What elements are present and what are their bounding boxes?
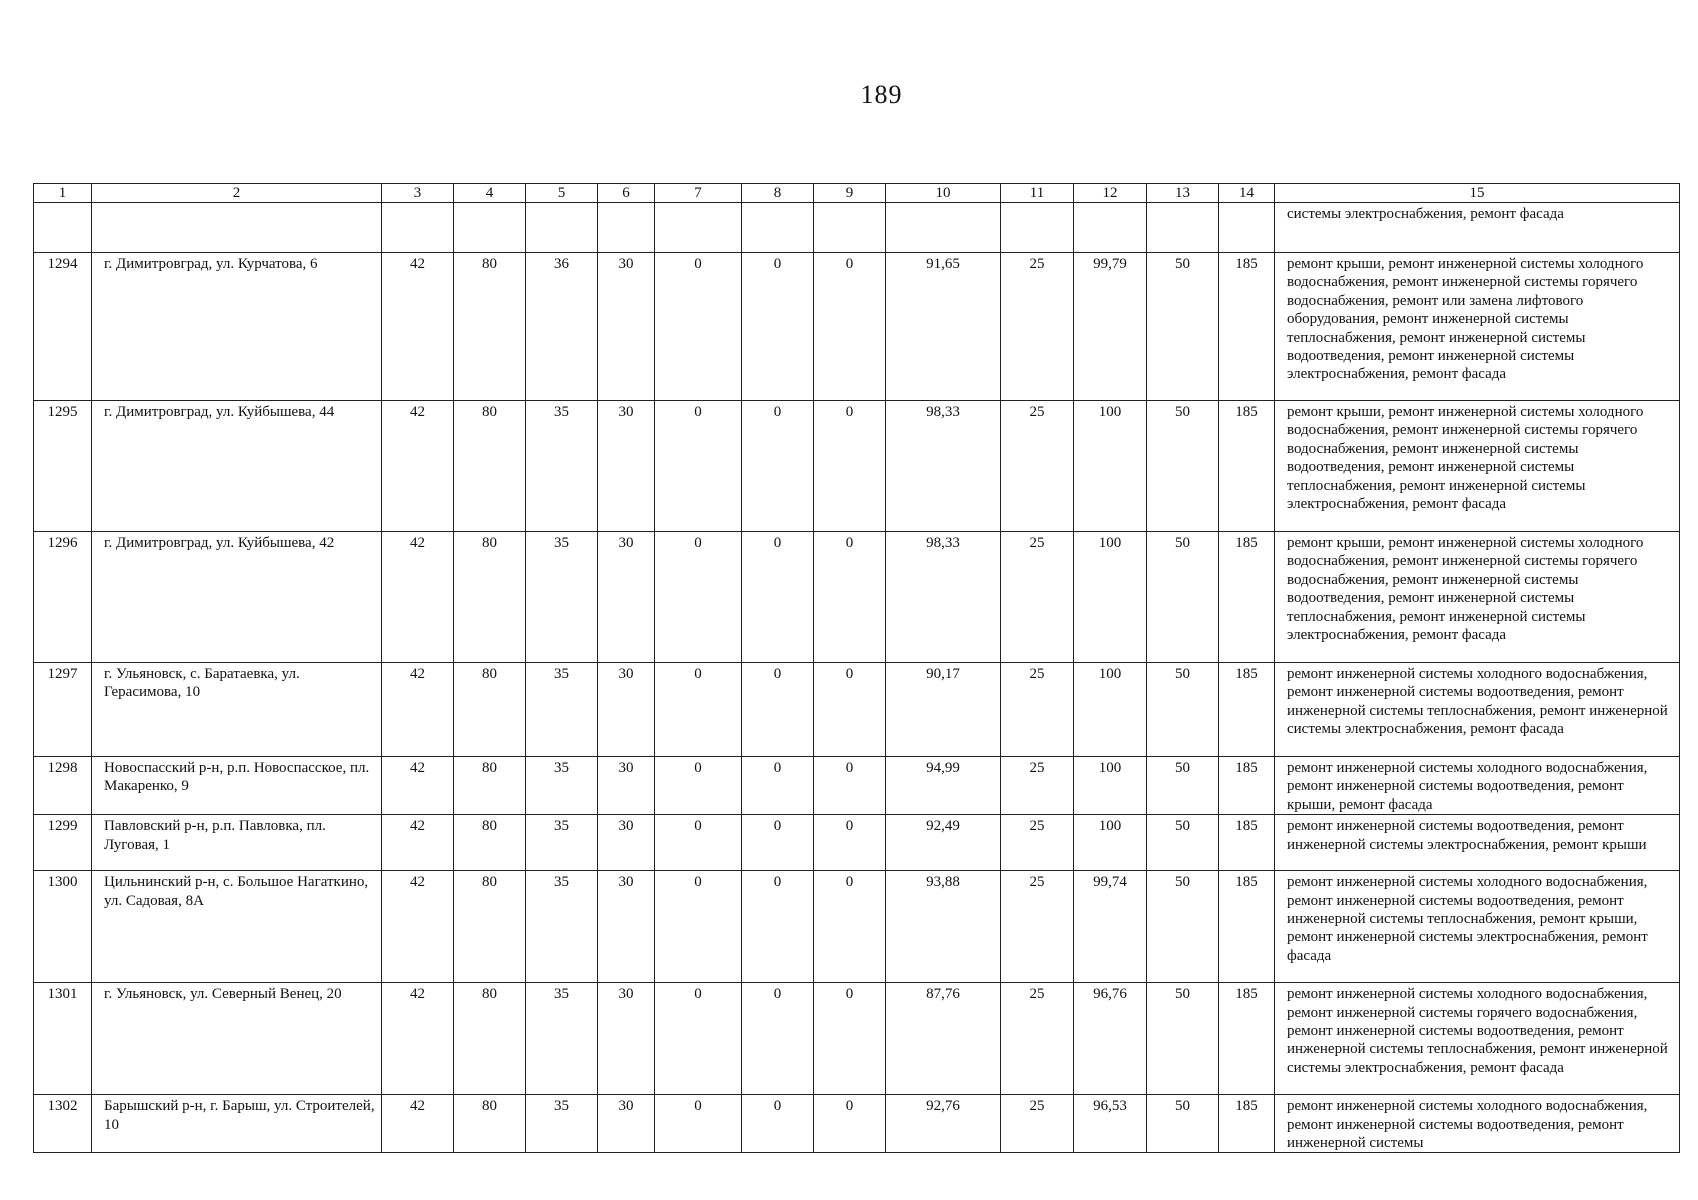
value-cell: 30: [598, 871, 655, 983]
value-cell: 25: [1001, 253, 1074, 401]
column-number: 1: [34, 184, 92, 203]
value-cell: 0: [655, 1095, 742, 1153]
value-cell: 0: [814, 401, 886, 532]
table-row: [34, 253, 1680, 401]
works-cell: ремонт инженерной системы холодного водоснабжения, ремонт инженерной системы водоотведения, ремонт инженерной системы теплоснабжения, ремонт крыши, ремонт инженерной системы электроснабжения, ремонт фасада: [1275, 871, 1680, 983]
column-number: 7: [655, 184, 742, 203]
column-number: 9: [814, 184, 886, 203]
table-row: [34, 663, 1680, 757]
address-cell: г. Ульяновск, с. Баратаевка, ул. Герасимова, 10: [92, 663, 382, 757]
value-cell: 0: [742, 1095, 814, 1153]
value-cell: 25: [1001, 983, 1074, 1095]
table-row: [34, 983, 1680, 1095]
value-cell: 0: [814, 871, 886, 983]
value-cell: 91,65: [886, 253, 1001, 401]
value-cell: 0: [814, 815, 886, 871]
value-cell: 35: [526, 532, 598, 663]
address-cell: Цильнинский р-н, с. Большое Нагаткино, ул. Садовая, 8А: [92, 871, 382, 983]
value-cell: 100: [1074, 757, 1147, 815]
value-cell: 0: [655, 253, 742, 401]
address-cell: Барышский р-н, г. Барыш, ул. Строителей, 10: [92, 1095, 382, 1153]
value-cell: 0: [655, 815, 742, 871]
table-row: [34, 871, 1680, 983]
value-cell: 35: [526, 815, 598, 871]
value-cell: 185: [1219, 663, 1275, 757]
row-number: 1297: [34, 663, 92, 757]
value-cell: 80: [454, 871, 526, 983]
value-cell: 100: [1074, 401, 1147, 532]
column-number-row: [34, 184, 1680, 203]
value-cell: 80: [454, 253, 526, 401]
value-cell: 185: [1219, 983, 1275, 1095]
row-number: 1299: [34, 815, 92, 871]
value-cell: 185: [1219, 253, 1275, 401]
value-cell: 50: [1147, 815, 1219, 871]
value-cell: 42: [382, 983, 454, 1095]
value-cell: 96,76: [1074, 983, 1147, 1095]
works-cell: ремонт крыши, ремонт инженерной системы холодного водоснабжения, ремонт инженерной системы горячего водоснабжения, ремонт инженерной системы водоотведения, ремонт инженерной системы теплоснабжения, ремонт инженерной системы электроснабжения, ремонт фасада: [1275, 401, 1680, 532]
table-row: [34, 1095, 1680, 1153]
value-cell: 42: [382, 401, 454, 532]
value-cell: 0: [655, 663, 742, 757]
value-cell: 25: [1001, 401, 1074, 532]
value-cell: 100: [1074, 815, 1147, 871]
value-cell: 36: [526, 253, 598, 401]
value-cell: 80: [454, 983, 526, 1095]
value-cell: 0: [742, 983, 814, 1095]
value-cell: 35: [526, 1095, 598, 1153]
continuation-row: [34, 203, 1680, 253]
value-cell: 25: [1001, 757, 1074, 815]
column-number: 5: [526, 184, 598, 203]
value-cell: 98,33: [886, 532, 1001, 663]
table-row: [34, 401, 1680, 532]
row-number: 1302: [34, 1095, 92, 1153]
value-cell: 0: [742, 757, 814, 815]
value-cell: 50: [1147, 253, 1219, 401]
value-cell: 80: [454, 401, 526, 532]
works-cell: ремонт инженерной системы водоотведения, ремонт инженерной системы электроснабжения, ремонт крыши: [1275, 815, 1680, 871]
value-cell: 50: [1147, 983, 1219, 1095]
value-cell: 35: [526, 663, 598, 757]
value-cell: 30: [598, 663, 655, 757]
works-cell: системы электроснабжения, ремонт фасада: [1275, 203, 1680, 253]
value-cell: 30: [598, 253, 655, 401]
value-cell: 0: [814, 253, 886, 401]
value-cell: 0: [655, 871, 742, 983]
value-cell: 35: [526, 401, 598, 532]
column-number: 13: [1147, 184, 1219, 203]
value-cell: 50: [1147, 1095, 1219, 1153]
value-cell: 50: [1147, 532, 1219, 663]
column-number: 3: [382, 184, 454, 203]
value-cell: 42: [382, 663, 454, 757]
value-cell: 0: [814, 663, 886, 757]
value-cell: 0: [814, 532, 886, 663]
value-cell: 93,88: [886, 871, 1001, 983]
value-cell: 80: [454, 1095, 526, 1153]
works-cell: ремонт крыши, ремонт инженерной системы холодного водоснабжения, ремонт инженерной системы горячего водоснабжения, ремонт инженерной системы водоотведения, ремонт инженерной системы теплоснабжения, ремонт инженерной системы электроснабжения, ремонт фасада: [1275, 532, 1680, 663]
value-cell: 25: [1001, 532, 1074, 663]
value-cell: 0: [655, 757, 742, 815]
value-cell: 0: [742, 663, 814, 757]
value-cell: 0: [655, 401, 742, 532]
value-cell: 92,76: [886, 1095, 1001, 1153]
address-cell: Павловский р-н, р.п. Павловка, пл. Луговая, 1: [92, 815, 382, 871]
value-cell: 42: [382, 1095, 454, 1153]
address-cell: г. Ульяновск, ул. Северный Венец, 20: [92, 983, 382, 1095]
value-cell: 30: [598, 757, 655, 815]
value-cell: 80: [454, 757, 526, 815]
column-number: 8: [742, 184, 814, 203]
column-number: 2: [92, 184, 382, 203]
value-cell: 0: [742, 253, 814, 401]
works-cell: ремонт инженерной системы холодного водоснабжения, ремонт инженерной системы водоотведения, ремонт инженерной системы теплоснабжения, ремонт инженерной системы электроснабжения, ремонт фасада: [1275, 663, 1680, 757]
value-cell: 25: [1001, 871, 1074, 983]
value-cell: 0: [814, 983, 886, 1095]
value-cell: 30: [598, 401, 655, 532]
value-cell: 87,76: [886, 983, 1001, 1095]
value-cell: 0: [814, 1095, 886, 1153]
value-cell: 30: [598, 983, 655, 1095]
value-cell: 42: [382, 815, 454, 871]
row-number: 1296: [34, 532, 92, 663]
column-number: 11: [1001, 184, 1074, 203]
works-cell: ремонт инженерной системы холодного водоснабжения, ремонт инженерной системы горячего водоснабжения, ремонт инженерной системы водоотведения, ремонт инженерной системы теплоснабжения, ремонт инженерной системы электроснабжения, ремонт фасада: [1275, 983, 1680, 1095]
value-cell: 185: [1219, 532, 1275, 663]
value-cell: 35: [526, 757, 598, 815]
value-cell: 35: [526, 983, 598, 1095]
value-cell: 42: [382, 532, 454, 663]
value-cell: 50: [1147, 401, 1219, 532]
address-cell: г. Димитровград, ул. Курчатова, 6: [92, 253, 382, 401]
value-cell: 99,74: [1074, 871, 1147, 983]
address-cell: Новоспасский р-н, р.п. Новоспасское, пл. Макаренко, 9: [92, 757, 382, 815]
value-cell: 42: [382, 757, 454, 815]
value-cell: 0: [655, 983, 742, 1095]
address-cell: г. Димитровград, ул. Куйбышева, 42: [92, 532, 382, 663]
repair-table: [33, 183, 1680, 1153]
column-number: 6: [598, 184, 655, 203]
value-cell: 30: [598, 1095, 655, 1153]
table-row: [34, 815, 1680, 871]
works-cell: ремонт инженерной системы холодного водоснабжения, ремонт инженерной системы водоотведения, ремонт крыши, ремонт фасада: [1275, 757, 1680, 815]
value-cell: 35: [526, 871, 598, 983]
value-cell: 0: [655, 532, 742, 663]
value-cell: 185: [1219, 401, 1275, 532]
value-cell: 185: [1219, 871, 1275, 983]
value-cell: 50: [1147, 663, 1219, 757]
page-number: 189: [860, 80, 903, 109]
column-number: 15: [1275, 184, 1680, 203]
value-cell: 80: [454, 532, 526, 663]
value-cell: 100: [1074, 532, 1147, 663]
value-cell: 96,53: [1074, 1095, 1147, 1153]
value-cell: 90,17: [886, 663, 1001, 757]
works-cell: ремонт инженерной системы холодного водоснабжения, ремонт инженерной системы водоотведения, ремонт инженерной системы: [1275, 1095, 1680, 1153]
value-cell: 30: [598, 532, 655, 663]
value-cell: 0: [742, 815, 814, 871]
value-cell: 25: [1001, 815, 1074, 871]
row-number: 1300: [34, 871, 92, 983]
value-cell: 92,49: [886, 815, 1001, 871]
works-cell: ремонт крыши, ремонт инженерной системы холодного водоснабжения, ремонт инженерной системы горячего водоснабжения, ремонт или замена лифтового оборудования, ремонт инженерной системы теплоснабжения, ремонт инженерной системы водоотведения, ремонт инженерной системы электроснабжения, ремонт фасада: [1275, 253, 1680, 401]
value-cell: 185: [1219, 757, 1275, 815]
value-cell: 50: [1147, 757, 1219, 815]
value-cell: 99,79: [1074, 253, 1147, 401]
value-cell: 185: [1219, 1095, 1275, 1153]
value-cell: 100: [1074, 663, 1147, 757]
row-number: 1294: [34, 253, 92, 401]
value-cell: 0: [742, 871, 814, 983]
row-number: 1301: [34, 983, 92, 1095]
value-cell: 0: [814, 757, 886, 815]
value-cell: 42: [382, 871, 454, 983]
table-row: [34, 757, 1680, 815]
value-cell: 30: [598, 815, 655, 871]
address-cell: г. Димитровград, ул. Куйбышева, 44: [92, 401, 382, 532]
value-cell: 25: [1001, 663, 1074, 757]
value-cell: 80: [454, 663, 526, 757]
value-cell: 42: [382, 253, 454, 401]
value-cell: 80: [454, 815, 526, 871]
column-number: 12: [1074, 184, 1147, 203]
column-number: 14: [1219, 184, 1275, 203]
value-cell: 98,33: [886, 401, 1001, 532]
value-cell: 0: [742, 401, 814, 532]
value-cell: 0: [742, 532, 814, 663]
column-number: 10: [886, 184, 1001, 203]
row-number: 1298: [34, 757, 92, 815]
row-number: 1295: [34, 401, 92, 532]
table-row: [34, 532, 1680, 663]
column-number: 4: [454, 184, 526, 203]
value-cell: 94,99: [886, 757, 1001, 815]
value-cell: 185: [1219, 815, 1275, 871]
value-cell: 50: [1147, 871, 1219, 983]
value-cell: 25: [1001, 1095, 1074, 1153]
